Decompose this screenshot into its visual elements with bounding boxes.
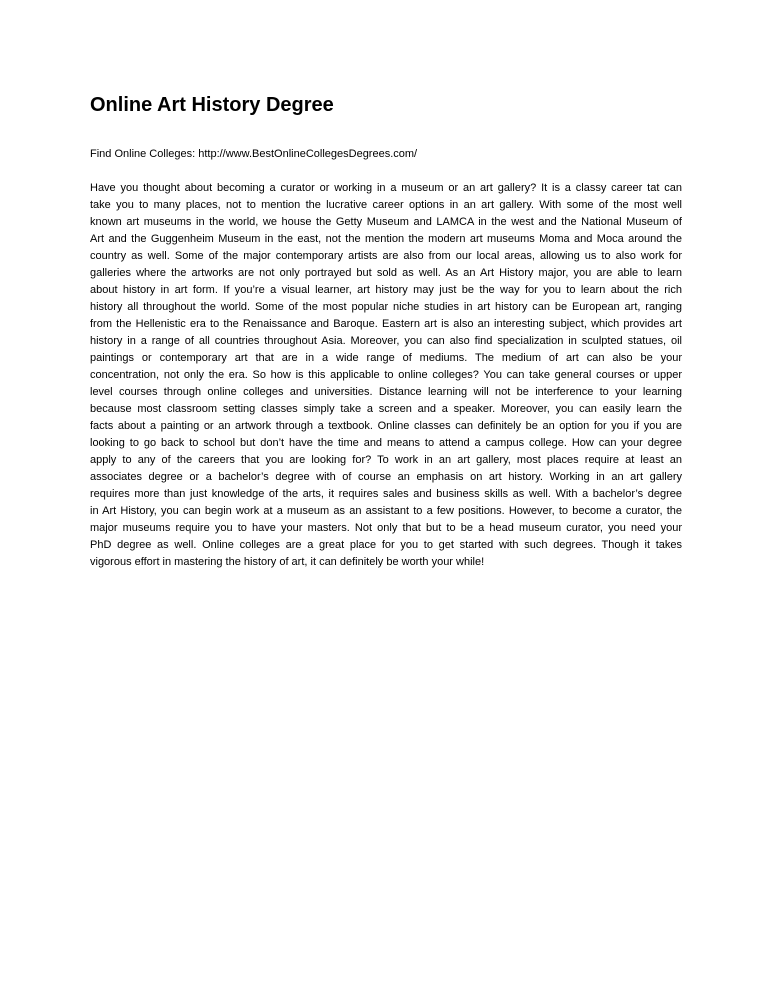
body-line: level courses through online colleges and universities. Distance learning will not be interference to your learning [90, 386, 682, 398]
body-line: looking to go back to school but don’t have the time and means to attend a campus college. How can your degree [90, 437, 682, 449]
body-line: Have you thought about becoming a curator or working in a museum or an art gallery? It is a classy career tat can [90, 182, 682, 194]
body-line: requires more than just knowledge of the arts, it requires sales and business skills as well. With a bachelor’s degree [90, 488, 682, 500]
body-line: country as well. Some of the major contemporary artists are also from our local areas, allowing us to also work for [90, 250, 682, 262]
body-line: history in a range of all countries throughout Asia. Moreover, you can also find specialization in sculpted statues, oil [90, 335, 682, 347]
body-paragraph [90, 180, 682, 571]
body-line: Art and the Guggenheim Museum in the east, not the mention the modern art museums Moma and Moca around the [90, 233, 682, 245]
body-line: galleries where the artworks are not only portrayed but sold as well. As an Art History major, you are able to learn [90, 267, 682, 279]
body-line: take you to many places, not to mention the lucrative career options in an art gallery. With some of the most well [90, 199, 682, 211]
body-line: major museums require you to have your masters. Not only that but to be a head museum curator, you need your [90, 522, 682, 534]
body-line: PhD degree as well. Online colleges are a great place for you to get started with such degrees. Though it takes [90, 539, 682, 551]
source-line: Find Online Colleges: http://www.BestOnlineCollegesDegrees.com/ [90, 148, 418, 160]
body-line: apply to any of the careers that you are looking for? To work in an art gallery, most places require at least an [90, 454, 682, 466]
body-line: from the Hellenistic era to the Renaissance and Baroque. Eastern art is also an interesting subject, which provides art [90, 318, 682, 330]
body-line: paintings or contemporary art that are in a wide range of mediums. The medium of art can also be your [90, 352, 682, 364]
body-line: in Art History, you can begin work at a museum as an assistant to a few positions. However, to become a curator, the [90, 505, 682, 517]
body-line: known art museums in the world, we house the Getty Museum and LAMCA in the west and the National Museum of [90, 216, 682, 228]
document-title: Online Art History Degree [90, 94, 334, 116]
body-line: because most classroom setting classes simply take a screen and a speaker. Moreover, you can easily learn the [90, 403, 682, 415]
body-line: history all throughout the world. Some of the most popular niche studies in art history can be European art, ranging [90, 301, 682, 313]
body-line: concentration, not only the era. So how is this applicable to online colleges? You can take general courses or upper [90, 369, 682, 381]
body-line: facts about a painting or an artwork through a textbook. Online classes can definitely be an option for you if you are [90, 420, 682, 432]
body-line: associates degree or a bachelor’s degree with of course an emphasis on art history. Working in an art gallery [90, 471, 682, 483]
body-line: vigorous effort in mastering the history of art, it can definitely be worth your while! [90, 556, 485, 568]
body-line: about history in art form. If you’re a visual learner, art history may just be the way for you to learn about the rich [90, 284, 682, 296]
